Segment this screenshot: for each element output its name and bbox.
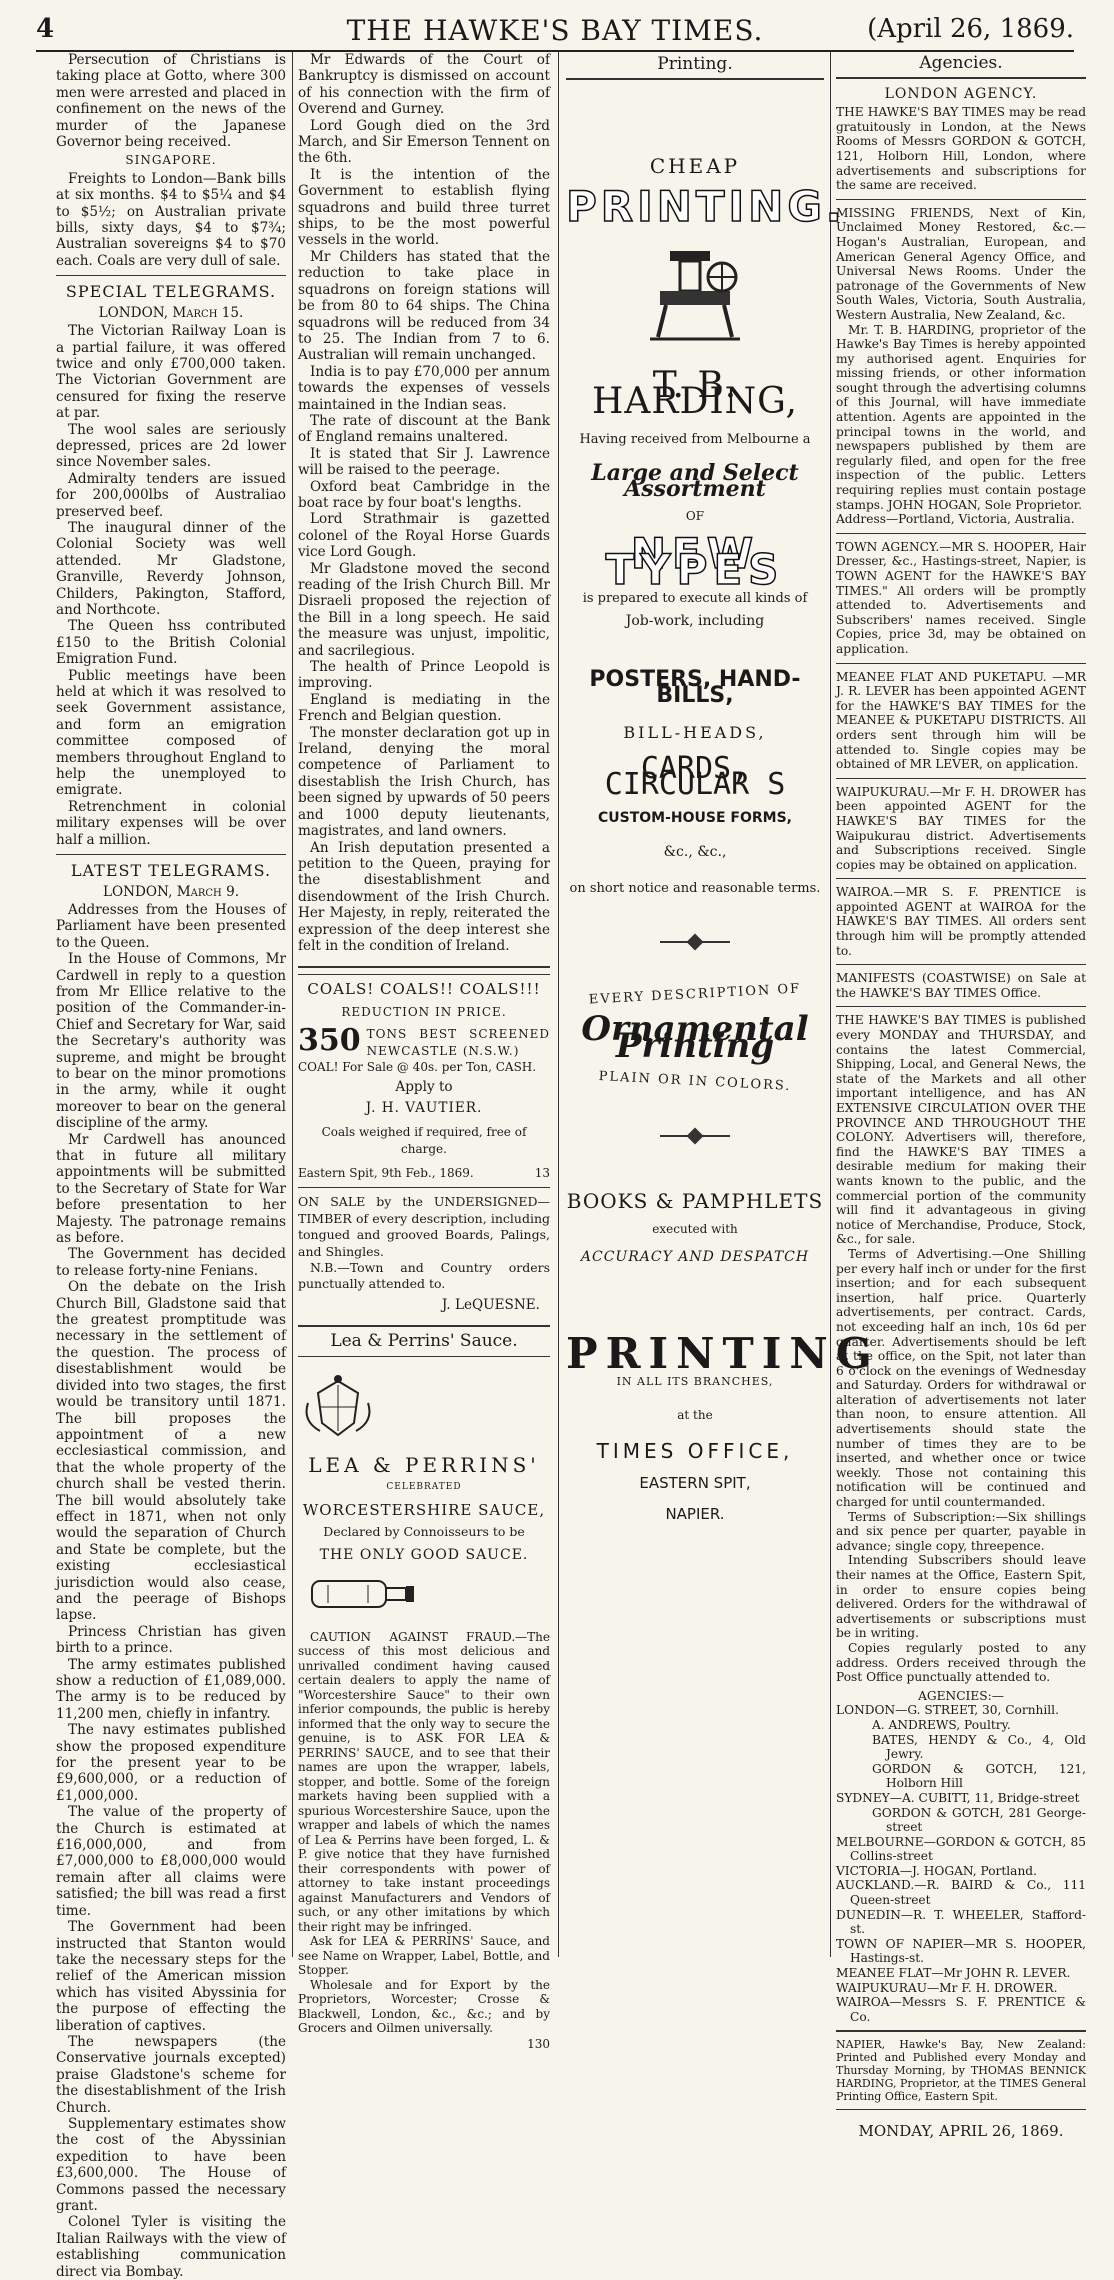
page-number: 4 — [36, 14, 55, 44]
agencies-list — [836, 1703, 1086, 2024]
news-paragraph: Princess Christian has given birth to a prince. — [56, 1623, 286, 1657]
list-item: WAIROA—Messrs S. F. PRENTICE & Co. — [836, 1995, 1086, 2024]
ad-text: EASTERN SPIT, — [639, 1474, 751, 1493]
section-heading-singapore: SINGAPORE. — [125, 153, 217, 168]
ad-text: IN ALL ITS BRANCHES, — [616, 1375, 774, 1389]
column-rule — [558, 52, 559, 1957]
ad-text: at the — [677, 1407, 713, 1422]
section-heading-lea-perrins: Lea & Perrins' Sauce. — [330, 1331, 518, 1352]
ad-quantity: 350 — [298, 1023, 361, 1059]
section-heading-special-telegrams: SPECIAL TELEGRAMS. — [65, 282, 277, 302]
column-rule — [292, 52, 293, 1957]
column-news-1 — [56, 52, 286, 2280]
notice-text: THE HAWKE'S BAY TIMES is published every MONDAY and THURSDAY, and contains the latest Commercial, Shipping, Local, and General News, the state of the Markets and all other important intelligence, and has AN EXTENSIVE CIRCULATION OVER THE PROVINCE AND THROUGHOUT THE COLONY. Advertisers will, therefore, find the HAWKE'S BAY TIMES a desirable medium for making their wants known to the public, and the commercial portion of the community will find it advantageous in giving notice of Merchandise, Produce, Stock, &c., for sale. — [836, 1013, 1086, 1247]
ad-signature: J. LeQUESNE. — [441, 1296, 540, 1313]
news-paragraph: Lord Gough died on the 3rd March, and Sir Emerson Tennent on the 6th. — [298, 117, 550, 167]
news-paragraph: Mr Edwards of the Court of Bankruptcy is dismissed on account of his connection with the firm of Overend and Gurney. — [298, 52, 550, 118]
ad-text: EVERY DESCRIPTION OF — [588, 981, 802, 1008]
news-paragraph: The Government had been instructed that Stanton would take the necessary steps for the relief of the American mission which has visited Abyssinia for the purpose of effecting the liberation of captives. — [56, 1919, 286, 2034]
news-paragraph: The Government has decided to release forty-nine Fenians. — [56, 1246, 286, 1279]
ad-heading-large: NEW TYPES — [605, 529, 785, 595]
ad-text: THE ONLY GOOD SAUCE. — [319, 1546, 529, 1563]
ad-text: Declared by Connoisseurs to be — [323, 1524, 525, 1540]
news-paragraph: Mr Childers has stated that the reduction to take place in squadrons on foreign stations will be from 80 to 64 ships. The China squadrons will be reduced from 34 to 25. The Indian from 7 to 6. Australian will remain unchanged. — [298, 248, 550, 364]
imprint: NAPIER, Hawke's Bay, New Zealand: Printed and Published every Monday and Thursday Morning, by THOMAS BENNICK HARDING, Proprietor, at the TIMES General Printing Office, Eastern Spit. — [836, 2038, 1086, 2104]
footer-date: MONDAY, APRIL 26, 1869. — [858, 2122, 1064, 2141]
ad-text: Having received from Melbourne a — [579, 432, 811, 448]
news-paragraph: The Victorian Railway Loan is a partial failure, it was offered twice and only £700,000 taken. The Victorian Government are censured for fixing the reserve at par. — [56, 323, 286, 422]
news-paragraph: The health of Prince Leopold is improving. — [298, 659, 550, 692]
notice-text: Intending Subscribers should leave their names at the Office, Eastern Spit, in order to ensure copies being delivered. Orders for the withdrawal of advertisements or subscriptions must be in writing. — [836, 1553, 1086, 1641]
news-paragraph: Freights to London—Bank bills at six months. $4 to $5¼ and $4 to $5½; on Australian private bills, sixty days, $4 to $7¾; Australian sovereigns $4 to $70 each. Coals are very dull of sale. — [56, 170, 286, 269]
notice-text: Terms of Advertising.—One Shilling per every half inch or under for the first insertion; and for each subsequent insertion, half price. Quarterly advertisements, per contract. Cards, not exceeding half an inch, 10s 6d per quarter. Advertisements should be left at the office, on the Spit, not later than 6 o'clock on the evenings of Wednesday and Saturday. Orders for withdrawal or alteration of advertisements not later than noon, to ensure attention. All advertisements should state the number of times they are to be inserted, and whether once or twice weekly. Those not containing this notification will be continued and charged for until countermanded. — [836, 1246, 1086, 1510]
section-heading-latest-telegrams: LATEST TELEGRAMS. — [70, 861, 272, 881]
news-paragraph: It is stated that Sir J. Lawrence will be raised to the peerage. — [298, 445, 550, 479]
lea-perrins-advertisement — [298, 1363, 550, 2052]
news-paragraph: The navy estimates published show the proposed expenditure for the present year to be £9,600,000, or a reduction of £1,000,000. — [56, 1722, 286, 1804]
ad-text: COAL! For Sale @ 40s. per Ton, CASH. — [298, 1059, 537, 1074]
dateline: LONDON, March 15. — [98, 304, 244, 321]
ad-text: TONS BEST SCREENED NEWCASTLE (N.S.W.) — [366, 1027, 550, 1058]
sauce-bottle-icon — [298, 1571, 418, 1617]
ad-text: BOOKS & PAMPHLETS — [566, 1188, 824, 1213]
notice-text: MANIFESTS (COASTWISE) on Sale at the HAWKE'S BAY TIMES Office. — [836, 971, 1086, 1000]
divider — [836, 77, 1086, 79]
dateline: LONDON, March 9. — [102, 883, 240, 900]
ad-text: Ornamental Printing — [581, 1009, 809, 1066]
column-news-2 — [298, 52, 550, 2051]
ornament-divider — [660, 1135, 730, 1137]
ad-heading: COALS! COALS!! COALS!!! — [307, 980, 541, 999]
column-rule — [830, 52, 831, 1957]
list-item: A. ANDREWS, Poultry. — [872, 1717, 1011, 1732]
news-paragraph: The wool sales are seriously depressed, prices are 2d lower since November sales. — [56, 421, 286, 471]
notice-text: MISSING FRIENDS, Next of Kin, Unclaimed Money Restored, &c.—Hogan's Australian, European, and American General Agency Office, and Universal News Rooms. Under the patronage of the Governments of New South Wales, Victoria, South Australia, Western Australia, New Zealand, &c. — [836, 205, 1086, 322]
list-item: MEANEE FLAT—Mr JOHN R. LEVER. — [836, 1966, 1071, 1981]
divider — [836, 2109, 1086, 2110]
ad-text: PLAIN OR IN COLORS. — [598, 1069, 792, 1095]
subheading-london-agency: LONDON AGENCY. — [884, 85, 1038, 102]
divider — [836, 964, 1086, 965]
news-paragraph: The rate of discount at the Bank of England remains unaltered. — [298, 412, 550, 446]
ad-heading-large: PRINTING — [566, 1328, 880, 1378]
news-paragraph: The Queen hss contributed £150 to the British Colonial Emigration Fund. — [56, 618, 286, 668]
column-agencies — [836, 52, 1086, 2141]
divider — [836, 2030, 1086, 2032]
notice-text: Address—Portland, Victoria, Australia. — [836, 512, 1075, 527]
notice-text: TOWN AGENCY.—MR S. HOOPER, Hair Dresser, &c., Hastings-street, Napier, is TOWN AGENT for the HAWKE'S BAY TIMES." All orders will be promptly attended to. Advertisements and Subscribers' names received. Single Copies, price 3d, may be obtained on application. — [836, 539, 1086, 656]
news-paragraph: The newspapers (the Conservative journals excepted) praise Gladstone's scheme for the disestablishment of the Irish Church. — [56, 2033, 286, 2116]
divider — [836, 663, 1086, 664]
news-paragraph: Colonel Tyler is visiting the Italian Railways with the view of establishing communication direct via Bombay. — [56, 2214, 286, 2280]
ad-text: Wholesale and for Export by the Proprietors, Worcester; Crosse & Blackwell, London, &c., &c.; and by Grocers and Oilmen universally. — [298, 1977, 550, 2035]
list-item: GORDON & GOTCH, 121, Holborn Hill — [872, 1761, 1086, 1791]
ornament-divider — [660, 941, 730, 943]
ad-heading: CHEAP — [649, 154, 741, 179]
ad-text: OF — [685, 508, 705, 523]
product-name: WORCESTERSHIRE SAUCE, — [302, 1500, 546, 1519]
ad-signature: J. H. VAUTIER. — [365, 1099, 483, 1116]
ad-text: on short notice and reasonable terms. — [569, 880, 821, 896]
ad-code: 13 — [534, 1166, 550, 1180]
notice-text: WAIPUKURAU.—Mr F. H. DROWER has been appointed AGENT for the HAWKE'S BAY TIMES for the Waipukurau district. Advertisements and Subscriptions received. Single copies may be obtained on application. — [836, 784, 1086, 872]
news-paragraph: Persecution of Christians is taking place at Gotto, where 300 men were arrested and placed in confinement on the news of the murder of the Japanese Governor being received. — [56, 52, 286, 151]
brand-name: LEA & PERRINS' — [308, 1453, 540, 1478]
divider — [836, 878, 1086, 879]
ad-text: Large and Select Assortment — [591, 459, 799, 503]
notice-text: Terms of Subscription:—Six shillings and six pence per quarter, payable in advance; single copy, threepence. — [836, 1509, 1086, 1553]
ad-subheading: REDUCTION IN PRICE. — [341, 1004, 507, 1019]
divider — [836, 1006, 1086, 1007]
divider — [298, 1356, 550, 1357]
news-paragraph: The monster declaration got up in Ireland, denying the moral competence of Parliament to disestablish the Irish Church, has been signed by upwards of 50 peers and 1000 deputy lieutenants, magistrates, and land owners. — [298, 724, 550, 840]
subheading-agencies-list: AGENCIES:— — [918, 1688, 1004, 1703]
ad-text: Coals weighed if required, free of charge. — [321, 1125, 527, 1156]
news-paragraph: The inaugural dinner of the Colonial Society was well attended. Mr Gladstone, Granville, Reverdy Johnson, Childers, Pakington, Stafford, and Northcote. — [56, 519, 286, 618]
ad-text: Apply to — [395, 1079, 453, 1096]
ad-text: POSTERS, HAND-BILLS, — [589, 666, 801, 709]
notice-text: WAIROA.—MR S. F. PRENTICE is appointed AGENT at WAIROA for the HAWKE'S BAY TIMES. All orders sent through him will be promptly attended to. — [836, 885, 1086, 958]
timber-advertisement — [298, 1187, 550, 1319]
notice-text: MEANEE FLAT AND PUKETAPU. —MR J. R. LEVER has been appointed AGENT for the HAWKE'S BAY TIMES for the MEANEE & PUKETAPU DISTRICTS. All orders sent through him will be attended to. Single copies may be obtained of MR LEVER, on application. — [836, 669, 1086, 772]
list-item: DUNEDIN—R. T. WHEELER, Stafford-st. — [836, 1907, 1086, 1937]
divider — [836, 778, 1086, 779]
news-paragraph: Oxford beat Cambridge in the boat race by four boat's lengths. — [298, 478, 550, 511]
notice-text: Mr. T. B. HARDING, proprietor of the Hawke's Bay Times is hereby appointed my authorised agent. Enquiries for missing friends, or other information sought through the advertising columns of this Journal, will have immediate attention. Agents are appointed in the principal towns in the world, and newspapers published by them are regularly filed, and open for the free inspection of the public. Letters requiring replies must contain postage stamps. JOHN HOGAN, Sole Proprietor. — [836, 322, 1086, 512]
list-item: MELBOURNE—GORDON & GOTCH, 85 Collins-street — [836, 1834, 1086, 1864]
divider — [836, 533, 1086, 534]
ad-text: is prepared to execute all kinds of — [582, 590, 808, 606]
ad-text: CELEBRATED — [386, 1482, 462, 1493]
section-heading-printing: Printing. — [657, 54, 733, 74]
divider — [56, 275, 286, 276]
list-item: BATES, HENDY & Co., 4, Old Jewry. — [872, 1732, 1086, 1762]
news-paragraph: In the House of Commons, Mr Cardwell in reply to a question from Mr Ellice relative to the position of the Commander-in-Chief and Secretary for War, said the Secretary's authority was supreme, and might be brought to bear on the minor promotions in the army, while it ought moreover to bear on the general discipline of the army. — [56, 951, 286, 1132]
news-paragraph: Mr Gladstone moved the second reading of the Irish Church Bill. Mr Disraeli proposed the rejection of the Bill in a long speech. He said the measure was unjust, impolitic, and sacrilegious. — [298, 560, 550, 659]
news-paragraph: On the debate on the Irish Church Bill, Gladstone said that the greatest promptitude was necessary in the settlement of the question. The process of disestablishment would be divided into two stages, the first would be transitory until 1871. The bill proposes the appointment of a new ecclesiastical commission, and that the whole property of the church shall be vested therin. The bill would absolutely take effect in 1871, when not only would the separation of Church and State be complete, but the existing ecclesiastical jurisdiction would also cease, and the peerage of Bishops lapse. — [56, 1279, 286, 1624]
ad-text: ACCURACY AND DESPATCH — [580, 1249, 810, 1266]
ad-text: Ask for LEA & PERRINS' Sauce, and see Name on Wrapper, Label, Bottle, and Stopper. — [298, 1934, 550, 1977]
ad-text: TIMES OFFICE, — [596, 1439, 794, 1463]
divider — [298, 1325, 550, 1327]
ad-text: &c., &c., — [663, 844, 727, 861]
proprietor-name: T. B. HARDING, — [592, 364, 798, 423]
ad-text: NAPIER. — [665, 1504, 725, 1523]
notice-text: THE HAWKE'S BAY TIMES may be read gratuitously in London, at the News Rooms of Messrs GORDON & GOTCH, 121, Holborn Hill, London, where advertisements and subscriptions for the same are received. — [836, 105, 1086, 193]
ad-text: Job-work, including — [625, 613, 765, 630]
divider — [298, 966, 550, 968]
crest-icon — [298, 1373, 378, 1443]
ad-text: CARDS, CIRCULAR S — [604, 750, 786, 803]
news-paragraph: It is the intention of the Government to establish flying squadrons and build three turret ships, to be the most powerful vessels in the world. — [298, 166, 550, 249]
news-paragraph: The army estimates published show a reduction of £1,089,000. The army is to be reduced by 11,200 men, chiefly in infantry. — [56, 1656, 286, 1722]
list-item: WAIPUKURAU—Mr F. H. DROWER. — [836, 1980, 1058, 1995]
list-item: VICTORIA—J. HOGAN, Portland. — [836, 1863, 1037, 1878]
news-paragraph: Retrenchment in colonial military expenses will be over half a million. — [56, 798, 286, 848]
issue-date: (April 26, 1869. — [867, 14, 1074, 44]
coals-advertisement — [298, 974, 550, 1187]
list-item: AUCKLAND.—R. BAIRD & Co., 111 Queen-street — [836, 1878, 1086, 1908]
news-paragraph: Mr Cardwell has anounced that in future all military appointments will be submitted to the Secretary of State for War before presentation to her Majesty. The patronage remains as before. — [56, 1131, 286, 1247]
news-paragraph: England is mediating in the French and Belgian question. — [298, 691, 550, 725]
ad-date: Eastern Spit, 9th Feb., 1869. — [298, 1166, 474, 1180]
list-item: TOWN OF NAPIER—MR S. HOOPER, Hastings-st. — [836, 1936, 1086, 1966]
news-paragraph: India is to pay £70,000 per annum towards the expenses of vessels maintained in the Indian seas. — [298, 363, 550, 413]
news-paragraph: An Irish deputation presented a petition to the Queen, praying for the disestablishment and disendowment of the Irish Church. Her Majesty, in reply, reiterated the expression of the deep interest she felt in the condition of Ireland. — [298, 839, 550, 954]
list-item: LONDON—G. STREET, 30, Cornhill. — [836, 1703, 1059, 1718]
news-paragraph: The value of the property of the Church is estimated at £16,000,000, and from £7,000,000 to £8,000,000 would remain after all claims were satisfied; the bill was read a first time. — [56, 1804, 286, 1919]
list-item: GORDON & GOTCH, 281 George-street — [872, 1805, 1086, 1835]
ad-text: CUSTOM-HOUSE FORMS, — [597, 809, 792, 826]
notice-text: Copies regularly posted to any address. Orders received through the Post Office punctually attended to. — [836, 1640, 1086, 1685]
section-heading-agencies: Agencies. — [919, 53, 1003, 73]
column-printing-advertisement — [566, 52, 880, 1952]
ad-text: ON SALE by the UNDERSIGNED—TIMBER of every description, including tongued and grooved Boards, Palings, and Shingles. — [298, 1194, 550, 1259]
news-paragraph: Supplementary estimates show the cost of the Abyssinian expedition to have been £3,600,000. The House of Commons passed the necessary grant. — [56, 2115, 286, 2214]
news-paragraph: Lord Strathmair is gazetted colonel of the Royal Horse Guards vice Lord Gough. — [298, 511, 550, 561]
newspaper-title: THE HAWKE'S BAY TIMES. — [346, 14, 764, 47]
divider — [56, 854, 286, 855]
news-paragraph: Addresses from the Houses of Parliament have been presented to the Queen. — [56, 901, 286, 951]
ad-text: N.B.—Town and Country orders punctually attended to. — [298, 1260, 550, 1292]
news-paragraph: Admiralty tenders are issued for 200,000lbs of Australiao preserved beef. — [56, 470, 286, 520]
divider — [836, 199, 1086, 200]
printing-press-icon — [640, 237, 750, 347]
list-item: SYDNEY—A. CUBITT, 11, Bridge-street — [836, 1790, 1080, 1805]
masthead — [36, 12, 1074, 48]
divider — [566, 78, 824, 80]
ad-heading-large: PRINTING. — [566, 181, 846, 231]
ad-text: BILL-HEADS, — [623, 722, 767, 742]
ad-text: CAUTION AGAINST FRAUD.—The success of this most delicious and unrivalled condiment having caused certain dealers to apply the name of "Worcestershire Sauce" to their own inferior compounds, the public is hereby informed that the only way to secure the genuine, is to ASK FOR LEA & PERRINS' SAUCE, and to see that their names are upon the wrapper, labels, stopper, and bottle. Some of the foreign markets having been supplied with a spurious Worcestershire Sauce, upon the wrapper and labels of which the names of Lea & Perrins have been forged, L. & P. give notice that they have furnished their correspondents with power of attorney to take instant proceedings against Manufacturers and Vendors of such, or any other imitations by which their right may be infringed. — [298, 1629, 550, 1934]
ad-text: executed with — [652, 1221, 738, 1236]
ad-code: 130 — [527, 2036, 550, 2051]
news-paragraph: Public meetings have been held at which it was resolved to seek Government assistance, and form an emigration committee composed of members throughout England to help the unemployed to emigrate. — [56, 667, 286, 799]
